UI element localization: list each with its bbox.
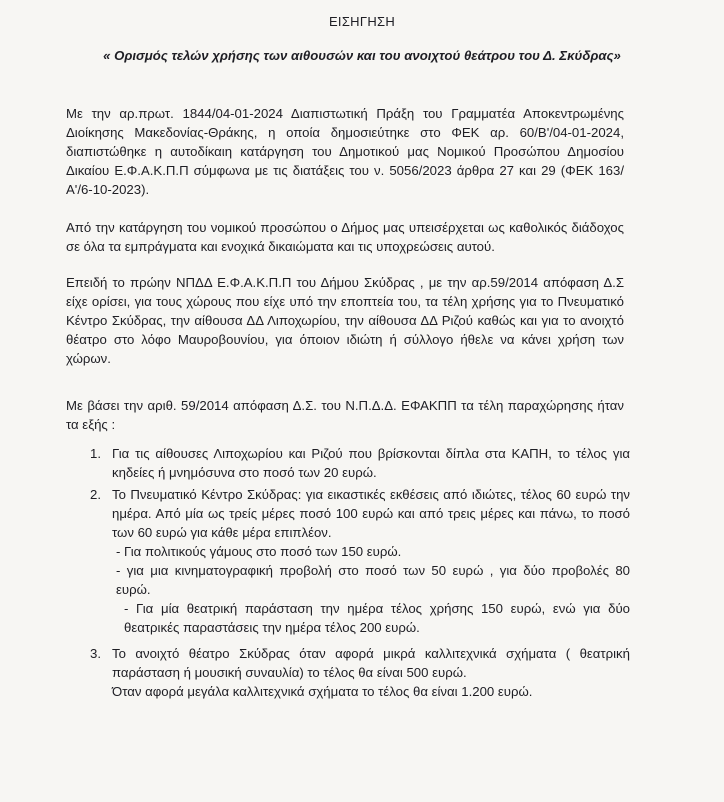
list-subitem: - Για πολιτικούς γάμους στο ποσό των 150 ευρώ.	[116, 544, 402, 559]
paragraph-3: Επειδή το πρώην ΝΠΔΔ Ε.Φ.Α.Κ.Π.Π του Δήμου Σκύδρας , με την αρ.59/2014 απόφαση Δ.Σ είχε ορίσει, για τους χώρους που είχε υπό την εποπτεία του, τα τέλη χρήσης για το Πνευματικό Κέντρο Σκύδρας, την αίθουσα ΔΔ Λιποχωρίου, την αίθουσα ΔΔ Ριζού καθώς και για το ανοιχτό θέατρο στο λόφο Μαυροβουνίου, για όποιον ιδιώτη ή σύλλογο ήθελε να κάνει χρήση των χώρων.	[66, 275, 624, 366]
list-item	[90, 644, 630, 701]
document-subtitle: « Ορισμός τελών χρήσης των αιθουσών και του ανοιχτού θεάτρου του Δ. Σκύδρας»	[103, 48, 621, 63]
list-item-number: 3.	[90, 646, 101, 661]
list-item-extra: Όταν αφορά μεγάλα καλλιτεχνικά σχήματα το τέλος θα είναι 1.200 ευρώ.	[112, 684, 533, 699]
document-heading: ΕΙΣΗΓΗΣΗ	[328, 14, 396, 29]
list-item-text: Το Πνευματικό Κέντρο Σκύδρας: για εικαστικές εκθέσεις από ιδιώτες, τέλος 60 ευρώ την ημέρα. Από μία ως τρείς μέρες ποσό 100 ευρώ και από τρεις μέρες και πάνω, το ποσό των 60 ευρώ για κάθε μέρα επιπλέον.	[112, 487, 630, 540]
fee-list	[90, 444, 630, 701]
list-item-text: Το ανοιχτό θέατρο Σκύδρας όταν αφορά μικρά καλλιτεχνικά σχήματα ( θεατρική παράσταση ή μουσική συναυλία) το τέλος θα είναι 500 ευρώ.	[112, 646, 630, 680]
list-item	[90, 485, 630, 637]
list-item	[90, 444, 630, 482]
list-subitem: - Για μία θεατρική παράσταση την ημέρα τέλος χρήσης 150 ευρώ, ενώ για δύο θεατρικές παραστάσεις την ημέρα τέλος 200 ευρώ.	[124, 601, 630, 635]
paragraph-4: Με βάσει την αριθ. 59/2014 απόφαση Δ.Σ. του Ν.Π.Δ.Δ. ΕΦΑΚΠΠ τα τέλη παραχώρησης ήταν τα εξής :	[66, 398, 624, 432]
list-item-number: 1.	[90, 446, 101, 461]
list-subitem: - για μια κινηματογραφική προβολή στο ποσό των 50 ευρώ , για δύο προβολές 80 ευρώ.	[116, 563, 630, 597]
list-item-number: 2.	[90, 487, 101, 502]
paragraph-2: Από την κατάργηση του νομικού προσώπου ο Δήμος μας υπεισέρχεται ως καθολικός διάδοχος σε όλα τα εμπράγματα και ενοχικά δικαιώματα και τις υποχρεώσεις αυτού.	[66, 220, 624, 254]
paragraph-1: Με την αρ.πρωτ. 1844/04-01-2024 Διαπιστωτική Πράξη του Γραμματέα Αποκεντρωμένης Διοίκησης Μακεδονίας-Θράκης, η οποία δημοσιεύτηκε στο ΦΕΚ αρ. 60/Β'/04-01-2024, διαπιστώθηκε η αυτοδίκαιη κατάργηση του Δημοτικού μας Νομικού Προσώπου Δημοσίου Δικαίου Ε.Φ.Α.Κ.Π.Π σύμφωνα με τις διατάξεις του ν. 5056/2023 άρθρα 27 και 29 (ΦΕΚ 163/Α'/6-10-2023).	[66, 106, 624, 197]
list-item-text: Για τις αίθουσες Λιποχωρίου και Ριζού που βρίσκονται δίπλα στα ΚΑΠΗ, το τέλος για κηδείες ή μνημόσυνα στο ποσό των 20 ευρώ.	[112, 446, 630, 480]
